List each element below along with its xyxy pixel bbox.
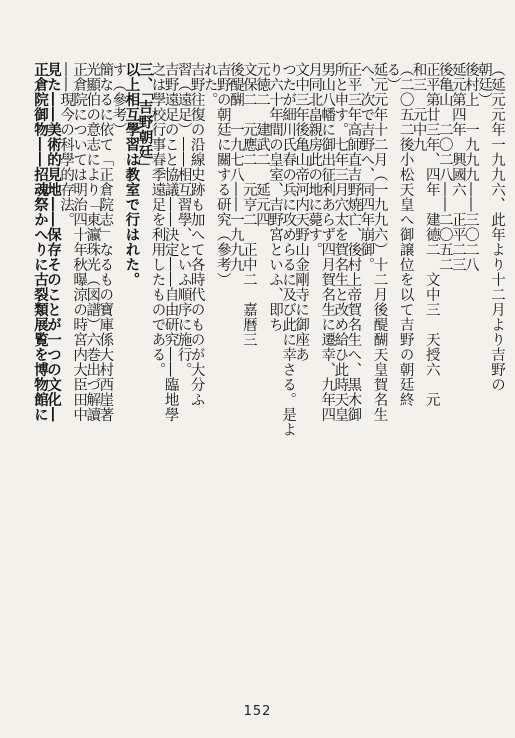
text-column: 正平第廿三年、四年 建德二 文中三 天授六 元 [423, 62, 440, 407]
text-column: 延元第四年 興國六 正平二三 [449, 62, 466, 272]
text-column: 之は學校行事春季遠足を利用したものである。 [149, 62, 166, 377]
text-column: 三、「吉野朝廷」 [136, 62, 154, 175]
text-column: 後醍醐 一九七八――一九九九 [227, 62, 244, 272]
text-column: 吉野遠足のこと協議――決定――自由研究――臨地學 [162, 62, 179, 422]
text-column: ――現今の科學的存法。 [58, 62, 75, 227]
text-column: れた。 [201, 62, 218, 107]
text-column: 後亀山 二〇二八――二〇五二 [436, 62, 453, 272]
text-column: 和三 元中九 [410, 62, 427, 152]
text-column: 以上相互學習は教室で行はれた。 [123, 62, 141, 287]
text-column: 文保二 元應二 元亨二 正中二 嘉暦三 [240, 62, 257, 347]
text-column: 月同北畠親房此の地に薨す。 [306, 62, 323, 257]
text-column: 吉野往復の沿線史跡も加へて各時代のものが大分ふ [188, 62, 205, 407]
text-column: 光顯伯の意志により「東瀛珠光（図譜）六巻出づ解讀 [84, 62, 101, 422]
text-column: 見た――美術的見地――保存そのことが一つの文化― [45, 62, 63, 422]
text-column: 吉野の朝廷に關する研究（參考） [214, 62, 231, 287]
text-column: （延元元年一九九六、此年より十二月より吉野の [489, 62, 505, 392]
text-column: 正倉院については明治四十年秋曝涼の時宮内大臣田中 [71, 62, 88, 422]
text-column: へ、次で吉野へ、同四年崩御。 [358, 62, 375, 272]
text-column: （二〇五二後小松天皇へ御譲位を以て吉野の朝廷終 [397, 62, 414, 407]
text-column: 男山八幡に御出征利あらず四月賀名生に遷幸、九年四 [319, 62, 336, 422]
text-column: る） [384, 62, 401, 92]
text-column: 習（遠足）――相互習學、といふ順序に施行。 [175, 62, 192, 377]
text-column: 正倉院御物――招魂祭かへりに古裂類展覧を博物館に [32, 62, 49, 422]
text-column: 延元元年十二月（一九九六）十二月後醍醐天皇賀名生 [371, 62, 388, 422]
text-column: す（參考） [110, 62, 127, 137]
text-column: 元徳二 建武二 延元四 [253, 62, 270, 227]
text-column: 簡なるに依て「正倉院志」なるもの寶庫係大村西崖著 [97, 62, 114, 422]
text-column: り六十年間の皇室、吉野宮といふ、即ち [267, 62, 284, 332]
page-number: 152 [243, 704, 272, 719]
text-column: 文中三年後亀山帝河内天野山金剛寺に御座あ [293, 62, 310, 362]
text-column: つたが細川氏春の兵に攻めらるに及び此に幸さる。是よ [280, 62, 297, 437]
text-column: 後村上 一九九九――三〇二八 [462, 62, 479, 272]
text-column: 所と申す。七年三月穴太を賀名生と改め給ひ此時天皇 [332, 62, 349, 422]
text-column: 朝廷） [475, 62, 492, 107]
text-column: 正平三年高師直吉野焼亡、後村上帝賀名生へ、黒木御 [345, 62, 362, 422]
